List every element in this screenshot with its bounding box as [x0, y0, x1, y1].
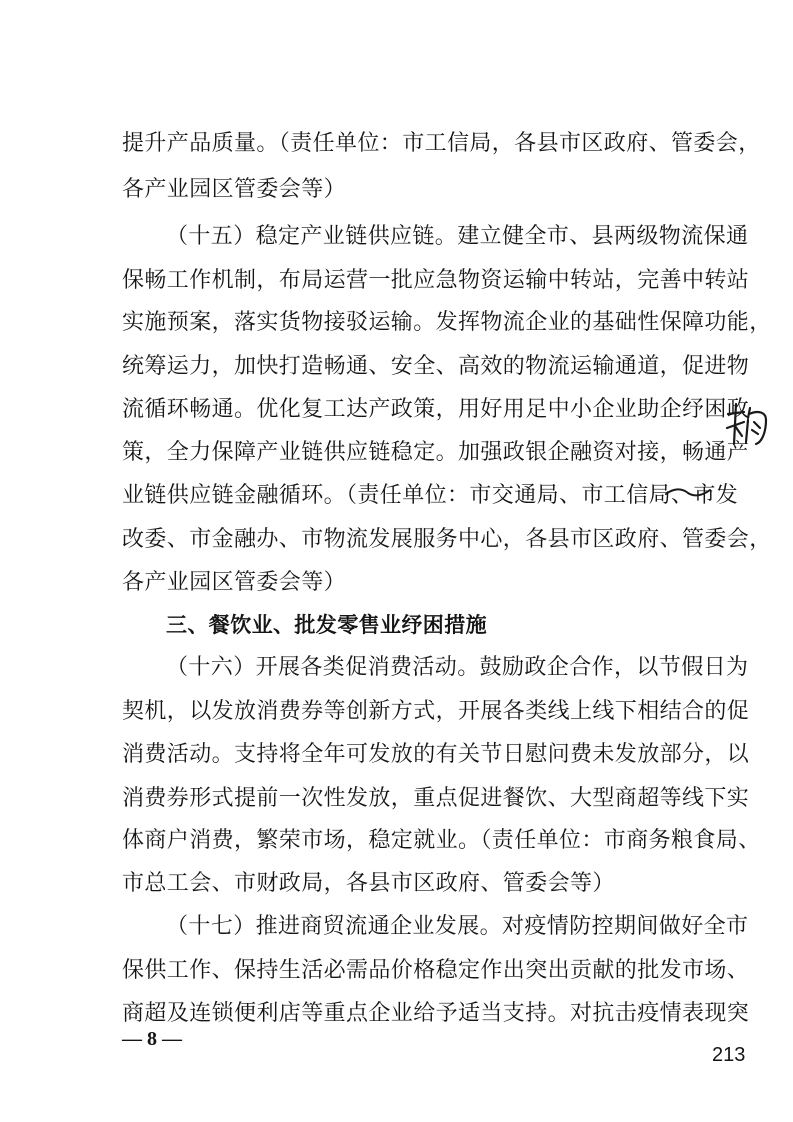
handwritten-underline: [664, 484, 712, 500]
text-line-19: （十七）推进商贸流通企业发展。对疫情防控期间做好全市: [166, 914, 749, 939]
stamp-number: 213: [712, 1044, 746, 1066]
section-heading: 三、餐饮业、批发零售业纾困措施: [166, 613, 487, 637]
text-line-15: 消费活动。支持将全年可发放的有关节日慰问费未发放部分，以: [122, 742, 750, 767]
text-line-18: 市总工会、市财政局，各县市区政府、管委会等）: [122, 871, 615, 896]
text-line-16: 消费券形式提前一次性发放，重点促进餐饮、大型商超等线下实: [122, 786, 750, 811]
text-line-21: 商超及连锁便利店等重点企业给予适当支持。对抗击疫情表现突: [122, 1001, 750, 1026]
text-line-14: 契机，以发放消费券等创新方式，开展各类线上线下相结合的促: [122, 699, 750, 724]
text-line-20: 保供工作、保持生活必需品价格稳定作出突出贡献的批发市场、: [122, 958, 750, 983]
text-line-1: 提升产品质量。（责任单位：市工信局，各县市区政府、管委会，: [122, 131, 761, 156]
text-line-10: 改委、市金融办、市物流发展服务中心，各县市区政府、管委会，: [122, 527, 772, 552]
text-line-5: 实施预案，落实货物接驳运输。发挥物流企业的基础性保障功能，: [122, 310, 772, 335]
text-line-3: （十五）稳定产业链供应链。建立健全市、县两级物流保通: [166, 224, 749, 249]
text-line-9: 业链供应链金融循环。（责任单位：市交通局、市工信局、市发: [122, 483, 739, 508]
text-line-11: 各产业园区管委会等）: [122, 570, 347, 595]
text-line-13: （十六）开展各类促消费活动。鼓励政企合作，以节假日为: [166, 655, 749, 680]
text-line-2: 各产业园区管委会等）: [122, 177, 347, 202]
page-number: — 8 —: [122, 1028, 182, 1050]
handwritten-note: [722, 398, 776, 452]
text-line-4: 保畅工作机制，布局运营一批应急物资运输中转站，完善中转站: [122, 268, 750, 293]
text-line-6: 统筹运力，加快打造畅通、安全、高效的物流运输通道，促进物: [122, 354, 750, 379]
text-line-17: 体商户消费，繁荣市场，稳定就业。（责任单位：市商务粮食局、: [122, 828, 761, 853]
text-line-8: 策，全力保障产业链供应链稳定。加强政银企融资对接，畅通产: [122, 440, 750, 465]
text-line-7: 流循环畅通。优化复工达产政策，用好用足中小企业助企纾困政: [122, 397, 750, 422]
